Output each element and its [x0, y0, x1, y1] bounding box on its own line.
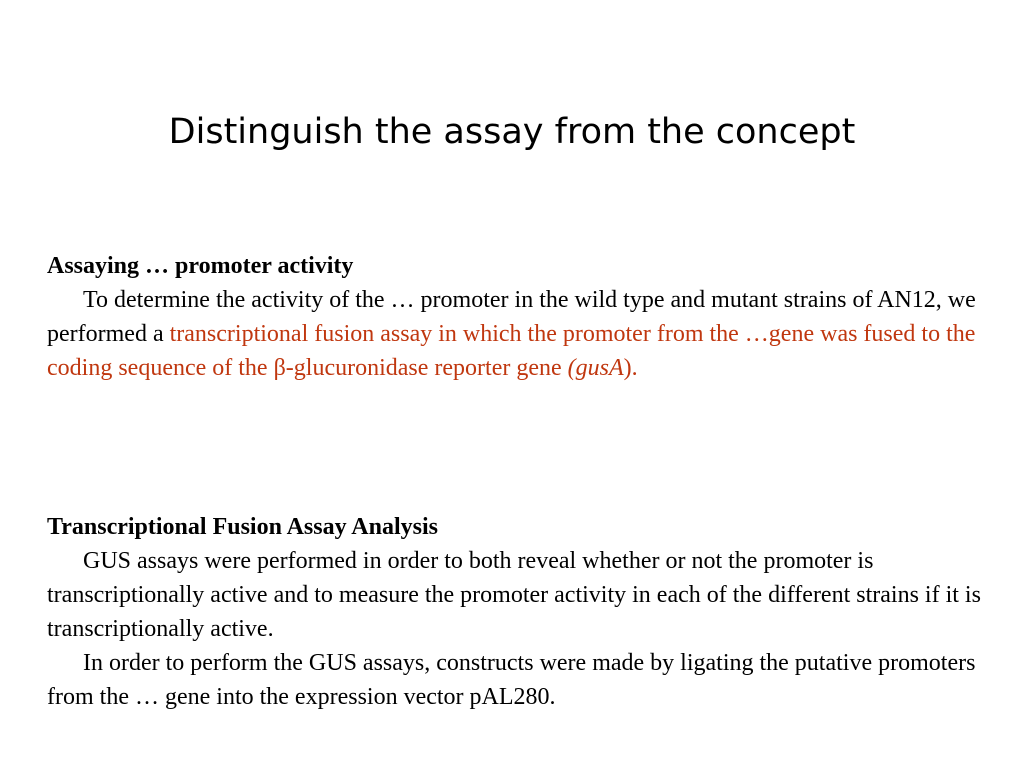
paragraph-text: To determine the activity of the … promoter in the wild type and mutant strains of AN12, we performed a: [47, 287, 976, 347]
section-paragraph: GUS assays were performed in order to both reveal whether or not the promoter is transcriptionally active and to measure the promoter activity in each of the different strains if it is transcriptionally active.: [47, 548, 981, 642]
highlighted-text-end: ).: [623, 355, 638, 381]
highlighted-text: transcriptional fusion assay in which the promoter from the …gene was fused to the coding sequence of the β-glucuronidase reporter gene: [47, 321, 976, 381]
section-fusion-assay-analysis: [47, 510, 982, 714]
gene-name: (gusA: [567, 355, 624, 381]
section-heading: Transcriptional Fusion Assay Analysis: [47, 514, 438, 540]
section-paragraph: [47, 283, 982, 385]
section-promoter-activity: [47, 249, 982, 385]
section-heading: Assaying … promoter activity: [47, 253, 354, 279]
slide-title: Distinguish the assay from the concept: [168, 112, 856, 152]
section-paragraph: In order to perform the GUS assays, constructs were made by ligating the putative promoters from the … gene into the expression vector pAL280.: [47, 650, 976, 710]
